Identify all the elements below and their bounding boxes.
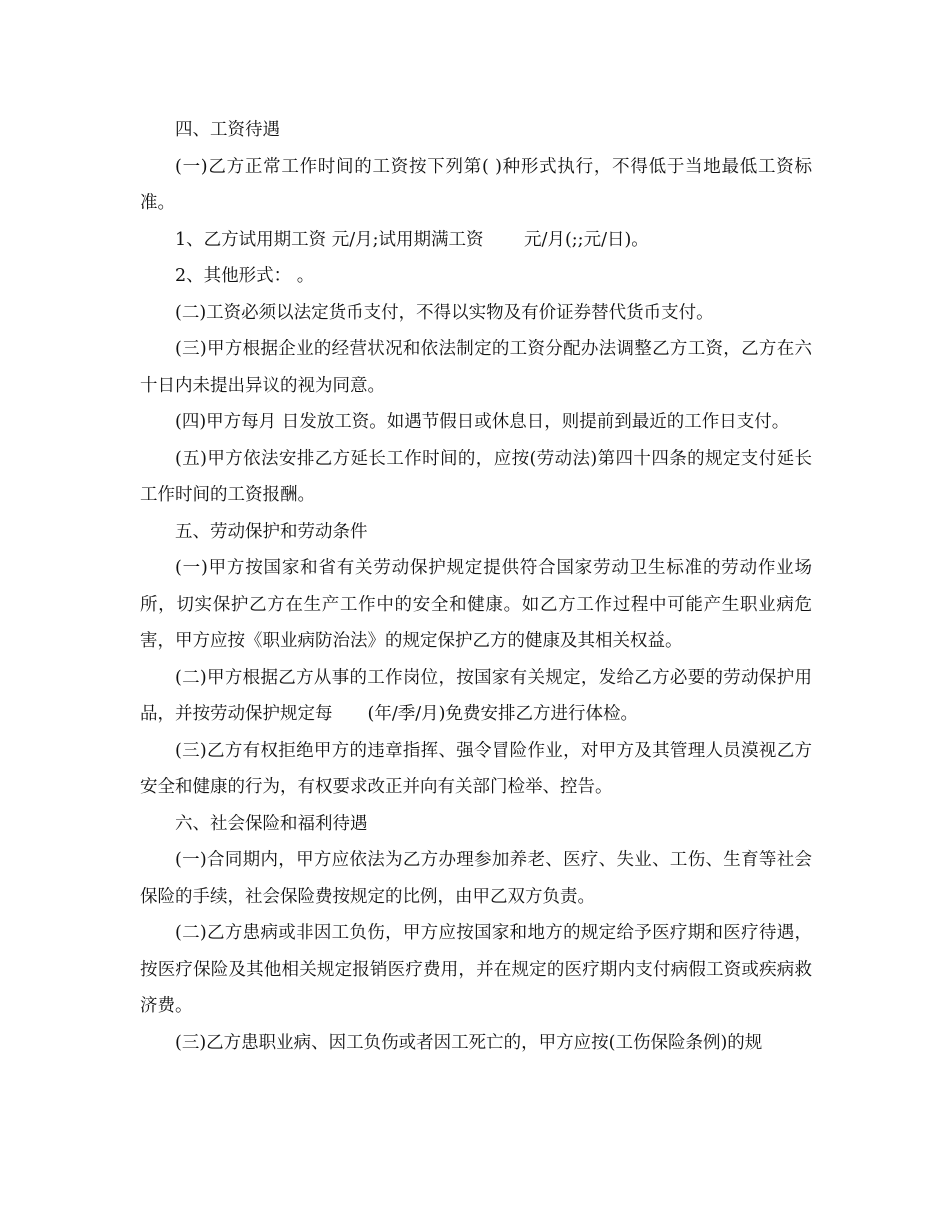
paragraph: (二)乙方患病或非因工负伤，甲方应按国家和地方的规定给予医疗期和医疗待遇，按医疗保险及其他相关规定报销医疗费用，并在规定的医疗期内支付病假工资或疾病救济费。: [140, 923, 812, 1016]
paragraph: (一)合同期内，甲方应依法为乙方办理参加养老、医疗、失业、工伤、生育等社会保险的手续，社会保险费按规定的比例，由甲乙双方负责。: [140, 850, 812, 907]
section-heading-wages: 四、工资待遇: [175, 120, 280, 140]
paragraph: (五)甲方依法安排乙方延长工作时间的，应按(劳动法)第四十四条的规定支付延长工作时间的工资报酬。: [140, 448, 812, 505]
paragraph: (三)乙方有权拒绝甲方的违章指挥、强令冒险作业，对甲方及其管理人员漠视乙方安全和健康的行为，有权要求改正并向有关部门检举、控告。: [140, 740, 812, 797]
paragraph: (一)甲方按国家和省有关劳动保护规定提供符合国家劳动卫生标准的劳动作业场所，切实保护乙方在生产工作中的安全和健康。如乙方工作过程中可能产生职业病危害，甲方应按《职业病防治法》的规定保护乙方的健康及其相关权益。: [140, 558, 812, 651]
paragraph: (三)乙方患职业病、因工负伤或者因工死亡的，甲方应按(工伤保险条例)的规: [175, 1032, 763, 1053]
section-heading-labor-protection: 五、劳动保护和劳动条件: [175, 521, 368, 542]
section-heading-social-insurance: 六、社会保险和福利待遇: [175, 813, 368, 834]
paragraph: (三)甲方根据企业的经营状况和依法制定的工资分配办法调整乙方工资，乙方在六十日内未提出异议的视为同意。: [140, 339, 812, 396]
paragraph: 1、乙方试用期工资 元/月;试用期满工资 元/月(;;元/日)。: [175, 229, 649, 250]
paragraph: (四)甲方每月 日发放工资。如遇节假日或休息日，则提前到最近的工作日支付。: [175, 412, 790, 432]
document-body: [140, 112, 812, 1061]
paragraph: (一)乙方正常工作时间的工资按下列第( )种形式执行，不得低于当地最低工资标准。: [140, 156, 812, 213]
paragraph: (二)甲方根据乙方从事的工作岗位，按国家有关规定，发给乙方必要的劳动保护用品，并按劳动保护规定每 (年/季/月)免费安排乙方进行体检。: [140, 667, 812, 724]
paragraph: 2、其他形式： 。: [175, 266, 315, 286]
paragraph: (二)工资必须以法定货币支付，不得以实物及有价证券替代货币支付。: [175, 302, 714, 323]
